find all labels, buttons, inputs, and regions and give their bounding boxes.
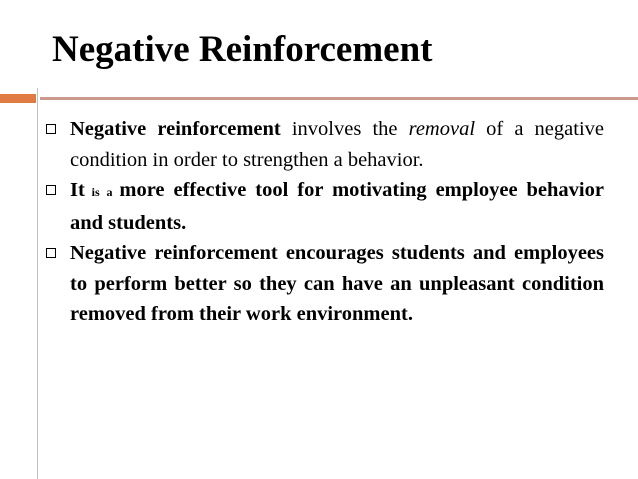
hollow-square-icon xyxy=(46,124,56,134)
title-divider-line xyxy=(40,97,638,100)
slide-title: Negative Reinforcement xyxy=(52,29,433,70)
bullet-item-2 xyxy=(46,175,604,238)
bullet-text-3: Negative reinforcement encourages students and employees to perform better so they can have an unpleasant condition removed from their work environment. xyxy=(70,242,604,325)
title-accent-bar xyxy=(0,94,36,103)
bullet-text-2: It is a more effective tool for motivating employee behavior and students. xyxy=(70,179,604,234)
hollow-square-icon xyxy=(46,185,56,195)
hollow-square-icon xyxy=(46,248,56,258)
bullet-text-1: Negative reinforcement involves the removal of a negative condition in order to strengthen a behavior. xyxy=(70,118,604,171)
left-vertical-rule xyxy=(37,88,38,479)
bullet-item-1 xyxy=(46,114,604,175)
bullet-item-3 xyxy=(46,238,604,330)
bullet-list xyxy=(46,114,604,330)
